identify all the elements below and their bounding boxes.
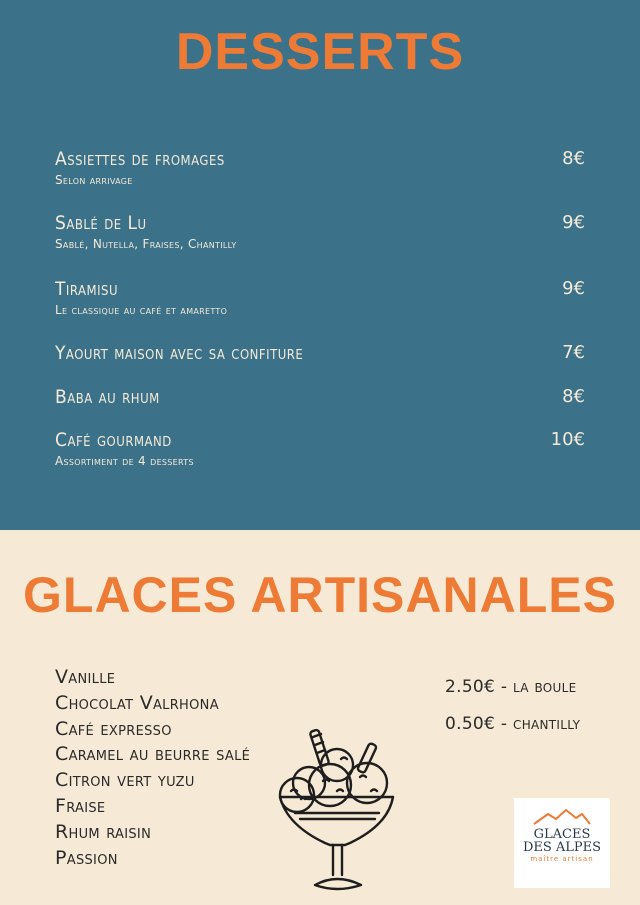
flavor-item: Fraise bbox=[55, 794, 106, 817]
flavor-item: Rhum raisin bbox=[55, 820, 152, 843]
glaces-des-alpes-logo bbox=[514, 798, 610, 888]
flavor-item: Passion bbox=[55, 846, 118, 869]
logo-text-line1: GLACES bbox=[533, 827, 591, 842]
dessert-description: Assortiment de 4 desserts bbox=[55, 454, 194, 468]
dessert-name: Baba au rhum bbox=[55, 386, 160, 408]
glaces-title: GLACES ARTISANALES bbox=[23, 567, 617, 623]
desserts-title: DESSERTS bbox=[175, 23, 465, 81]
dessert-price: 9€ bbox=[562, 278, 585, 299]
flavor-item: Vanille bbox=[55, 666, 116, 688]
torn-paper-edge bbox=[0, 480, 640, 550]
flavor-item: Citron vert yuzu bbox=[55, 769, 195, 792]
dessert-name: Tiramisu bbox=[55, 278, 119, 300]
dessert-price: 9€ bbox=[562, 212, 585, 233]
dessert-description: Le classique au café et amaretto bbox=[55, 303, 228, 317]
dessert-name: Yaourt maison avec sa confiture bbox=[55, 342, 304, 364]
dessert-name: Café gourmand bbox=[55, 429, 172, 451]
dessert-price: 8€ bbox=[562, 386, 585, 407]
ice-cream-sundae-icon bbox=[275, 725, 400, 895]
dessert-item bbox=[55, 148, 585, 188]
price-chantilly: 0.50€ - chantilly bbox=[445, 714, 581, 734]
dessert-price: 10€ bbox=[550, 429, 585, 450]
price-per-scoop: 2.50€ - la boule bbox=[445, 677, 577, 697]
dessert-name: Sablé de Lu bbox=[55, 212, 147, 234]
dessert-price: 8€ bbox=[562, 148, 585, 169]
dessert-description: Sablé, Nutella, Fraises, Chantilly bbox=[55, 237, 237, 251]
logo-tagline: maître artisan bbox=[530, 855, 594, 863]
flavor-item: Chocolat Valrhona bbox=[55, 691, 219, 714]
dessert-item bbox=[55, 212, 585, 252]
logo-text-line2: DES ALPES bbox=[522, 840, 602, 855]
dessert-item bbox=[55, 386, 585, 408]
flavor-list bbox=[55, 665, 250, 871]
glace-prices bbox=[445, 676, 580, 750]
dessert-description: Selon arrivage bbox=[55, 173, 133, 187]
dessert-item bbox=[55, 278, 585, 318]
dessert-item bbox=[55, 429, 585, 469]
dessert-price: 7€ bbox=[562, 342, 585, 363]
flavor-item: Caramel au beurre salé bbox=[55, 743, 251, 766]
dessert-name: Assiettes de fromages bbox=[55, 148, 225, 170]
flavor-item: Café expresso bbox=[55, 717, 172, 740]
dessert-item bbox=[55, 342, 585, 364]
mountain-logo-icon bbox=[532, 808, 592, 826]
